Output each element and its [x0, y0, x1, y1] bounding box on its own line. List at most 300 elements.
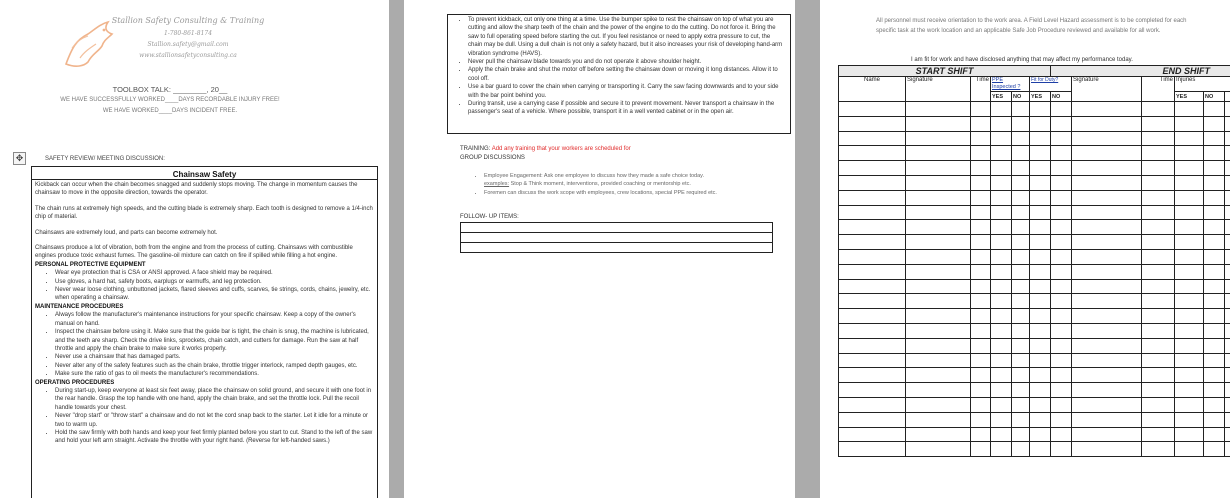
sheet-cell[interactable] [1072, 279, 1142, 294]
sheet-cell[interactable] [1072, 309, 1142, 324]
sheet-cell[interactable] [1051, 427, 1072, 442]
sheet-cell[interactable] [971, 249, 991, 264]
sheet-cell[interactable] [1225, 102, 1230, 117]
sheet-cell[interactable] [1072, 427, 1142, 442]
sheet-cell[interactable] [991, 323, 1012, 338]
sheet-cell[interactable] [1204, 146, 1225, 161]
sheet-cell[interactable] [906, 353, 971, 368]
sheet-cell[interactable] [906, 146, 971, 161]
sheet-cell[interactable] [1142, 338, 1175, 353]
sheet-cell[interactable] [991, 309, 1012, 324]
sheet-cell[interactable] [1175, 338, 1204, 353]
sheet-cell[interactable] [1175, 279, 1204, 294]
sheet-cell[interactable] [1051, 412, 1072, 427]
sheet-cell[interactable] [1012, 383, 1030, 398]
sheet-cell[interactable] [971, 309, 991, 324]
sheet-cell[interactable] [1012, 175, 1030, 190]
sheet-cell[interactable] [1051, 249, 1072, 264]
sheet-cell[interactable] [1204, 383, 1225, 398]
sheet-cell[interactable] [839, 264, 906, 279]
sheet-cell[interactable] [1072, 235, 1142, 250]
sheet-cell[interactable] [1175, 102, 1204, 117]
sheet-cell[interactable] [1225, 338, 1230, 353]
sheet-cell[interactable] [1012, 220, 1030, 235]
sheet-cell[interactable] [1030, 161, 1051, 176]
sheet-cell[interactable] [1051, 279, 1072, 294]
sheet-cell[interactable] [1072, 102, 1142, 117]
sheet-cell[interactable] [1204, 102, 1225, 117]
sheet-cell[interactable] [839, 397, 906, 412]
sheet-cell[interactable] [1030, 353, 1051, 368]
sheet-cell[interactable] [1012, 309, 1030, 324]
sheet-cell[interactable] [839, 131, 906, 146]
sheet-cell[interactable] [1072, 116, 1142, 131]
sheet-cell[interactable] [991, 442, 1012, 457]
sheet-cell[interactable] [1204, 397, 1225, 412]
sheet-cell[interactable] [839, 338, 906, 353]
sheet-cell[interactable] [1175, 353, 1204, 368]
sheet-cell[interactable] [1175, 397, 1204, 412]
sheet-cell[interactable] [971, 264, 991, 279]
sheet-cell[interactable] [971, 294, 991, 309]
sheet-cell[interactable] [991, 235, 1012, 250]
sheet-cell[interactable] [1030, 383, 1051, 398]
chainsaw-safety-box [31, 166, 378, 498]
sheet-cell[interactable] [1225, 235, 1230, 250]
sheet-cell[interactable] [1204, 131, 1225, 146]
sheet-cell[interactable] [1204, 249, 1225, 264]
sheet-cell[interactable] [1030, 102, 1051, 117]
sheet-cell[interactable] [906, 427, 971, 442]
sheet-cell[interactable] [906, 397, 971, 412]
sheet-cell[interactable] [1204, 161, 1225, 176]
sheet-cell[interactable] [1142, 190, 1175, 205]
sheet-cell[interactable] [1175, 412, 1204, 427]
sheet-cell[interactable] [1030, 220, 1051, 235]
sheet-cell[interactable] [1225, 190, 1230, 205]
followup-cell[interactable] [461, 233, 773, 243]
sheet-cell[interactable] [1204, 220, 1225, 235]
sheet-cell[interactable] [1030, 412, 1051, 427]
sheet-cell[interactable] [1051, 264, 1072, 279]
sheet-cell[interactable] [991, 249, 1012, 264]
sheet-cell[interactable] [1142, 235, 1175, 250]
sheet-cell[interactable] [1225, 294, 1230, 309]
sheet-cell[interactable] [839, 294, 906, 309]
sheet-cell[interactable] [839, 116, 906, 131]
sheet-cell[interactable] [906, 116, 971, 131]
sheet-cell[interactable] [1030, 205, 1051, 220]
sheet-cell[interactable] [991, 397, 1012, 412]
sheet-cell[interactable] [1175, 146, 1204, 161]
sheet-cell[interactable] [1012, 146, 1030, 161]
followup-cell[interactable] [461, 243, 773, 253]
sheet-cell[interactable] [971, 220, 991, 235]
sheet-cell[interactable] [971, 397, 991, 412]
sheet-cell[interactable] [1204, 175, 1225, 190]
sheet-cell[interactable] [1072, 412, 1142, 427]
sheet-cell[interactable] [1012, 131, 1030, 146]
sheet-cell[interactable] [906, 294, 971, 309]
sheet-cell[interactable] [971, 412, 991, 427]
sheet-cell[interactable] [1030, 442, 1051, 457]
sheet-cell[interactable] [839, 190, 906, 205]
sheet-cell[interactable] [1142, 353, 1175, 368]
sheet-cell[interactable] [991, 116, 1012, 131]
sheet-cell[interactable] [1204, 309, 1225, 324]
sheet-cell[interactable] [1175, 161, 1204, 176]
sheet-cell[interactable] [1051, 116, 1072, 131]
sheet-cell[interactable] [839, 161, 906, 176]
sheet-cell[interactable] [1204, 442, 1225, 457]
sheet-cell[interactable] [1204, 368, 1225, 383]
sheet-cell[interactable] [839, 412, 906, 427]
sheet-cell[interactable] [839, 102, 906, 117]
sheet-cell[interactable] [991, 146, 1012, 161]
sheet-cell[interactable] [1051, 190, 1072, 205]
sheet-cell[interactable] [1030, 294, 1051, 309]
sheet-cell[interactable] [1030, 249, 1051, 264]
sheet-cell[interactable] [1204, 427, 1225, 442]
sheet-cell[interactable] [1051, 131, 1072, 146]
sheet-cell[interactable] [1012, 279, 1030, 294]
sheet-cell[interactable] [991, 353, 1012, 368]
sheet-cell[interactable] [1142, 294, 1175, 309]
sheet-cell[interactable] [1142, 323, 1175, 338]
sheet-cell[interactable] [906, 279, 971, 294]
sheet-cell[interactable] [1012, 412, 1030, 427]
sheet-cell[interactable] [1030, 116, 1051, 131]
sheet-cell[interactable] [906, 442, 971, 457]
sheet-cell[interactable] [1225, 161, 1230, 176]
sheet-cell[interactable] [991, 294, 1012, 309]
sheet-cell[interactable] [1225, 427, 1230, 442]
sheet-cell[interactable] [906, 220, 971, 235]
sheet-cell[interactable] [906, 249, 971, 264]
sheet-cell[interactable] [839, 427, 906, 442]
sheet-cell[interactable] [1175, 175, 1204, 190]
sheet-cell[interactable] [1175, 249, 1204, 264]
sheet-cell[interactable] [906, 383, 971, 398]
sheet-cell[interactable] [1225, 442, 1230, 457]
sheet-cell[interactable] [1012, 353, 1030, 368]
sheet-cell[interactable] [1142, 161, 1175, 176]
sheet-cell[interactable] [1030, 338, 1051, 353]
sheet-cell[interactable] [839, 323, 906, 338]
fit-for-duty-label: Fit for Duty? [1031, 77, 1059, 83]
sheet-cell[interactable] [991, 175, 1012, 190]
sheet-cell[interactable] [1051, 309, 1072, 324]
sheet-cell[interactable] [1012, 249, 1030, 264]
sheet-cell[interactable] [906, 264, 971, 279]
sheet-cell[interactable] [1204, 412, 1225, 427]
sheet-cell[interactable] [1051, 323, 1072, 338]
sheet-cell[interactable] [906, 368, 971, 383]
sheet-cell[interactable] [1142, 442, 1175, 457]
sheet-cell[interactable] [971, 205, 991, 220]
sheet-cell[interactable] [1142, 131, 1175, 146]
sheet-cell[interactable] [971, 190, 991, 205]
sheet-cell[interactable] [1204, 294, 1225, 309]
sheet-cell[interactable] [991, 131, 1012, 146]
sheet-cell[interactable] [1225, 412, 1230, 427]
sheet-cell[interactable] [1175, 235, 1204, 250]
sheet-cell[interactable] [971, 235, 991, 250]
sheet-cell[interactable] [991, 205, 1012, 220]
sheet-cell[interactable] [906, 323, 971, 338]
sheet-cell[interactable] [1051, 175, 1072, 190]
days-recordable-line: WE HAVE SUCCESSFULLY WORKED____DAYS RECORDABLE INJURY FREE! [60, 97, 280, 103]
sheet-cell[interactable] [906, 412, 971, 427]
followup-cell[interactable] [461, 223, 773, 233]
sheet-cell[interactable] [1225, 397, 1230, 412]
sheet-cell[interactable] [1012, 235, 1030, 250]
sheet-cell[interactable] [1142, 102, 1175, 117]
sheet-cell[interactable] [971, 427, 991, 442]
sheet-cell[interactable] [839, 353, 906, 368]
sheet-cell[interactable] [1072, 442, 1142, 457]
sheet-cell[interactable] [1204, 323, 1225, 338]
sheet-cell[interactable] [1030, 323, 1051, 338]
sheet-cell[interactable] [1072, 249, 1142, 264]
sheet-cell[interactable] [1142, 383, 1175, 398]
sheet-cell[interactable] [1072, 175, 1142, 190]
sheet-cell[interactable] [1072, 368, 1142, 383]
sheet-cell[interactable] [1175, 116, 1204, 131]
sheet-cell[interactable] [1225, 264, 1230, 279]
sheet-cell[interactable] [1142, 205, 1175, 220]
sheet-cell[interactable] [1030, 427, 1051, 442]
sheet-cell[interactable] [1012, 323, 1030, 338]
sheet-cell[interactable] [991, 338, 1012, 353]
sheet-cell[interactable] [991, 368, 1012, 383]
sheet-cell[interactable] [1142, 279, 1175, 294]
sheet-cell[interactable] [1175, 294, 1204, 309]
sheet-cell[interactable] [991, 412, 1012, 427]
sheet-cell[interactable] [1204, 264, 1225, 279]
sheet-cell[interactable] [1142, 264, 1175, 279]
sheet-cell[interactable] [971, 146, 991, 161]
sheet-cell[interactable] [1012, 397, 1030, 412]
sheet-cell[interactable] [1051, 368, 1072, 383]
sheet-cell[interactable] [1072, 146, 1142, 161]
sheet-cell[interactable] [906, 235, 971, 250]
sheet-cell[interactable] [1012, 442, 1030, 457]
sheet-cell[interactable] [1225, 116, 1230, 131]
sheet-cell[interactable] [1072, 264, 1142, 279]
sheet-cell[interactable] [971, 353, 991, 368]
sheet-cell[interactable] [1051, 220, 1072, 235]
table-move-handle-icon[interactable]: ✥ [13, 152, 26, 165]
sheet-cell[interactable] [839, 235, 906, 250]
sheet-cell[interactable] [1225, 323, 1230, 338]
sheet-cell[interactable] [1012, 161, 1030, 176]
sheet-cell[interactable] [1225, 368, 1230, 383]
sheet-cell[interactable] [1072, 383, 1142, 398]
sheet-cell[interactable] [839, 368, 906, 383]
sheet-cell[interactable] [991, 190, 1012, 205]
followup-label: FOLLOW- UP ITEMS: [460, 214, 519, 220]
sheet-cell[interactable] [1225, 249, 1230, 264]
sheet-cell[interactable] [991, 427, 1012, 442]
sheet-cell[interactable] [1142, 116, 1175, 131]
sheet-cell[interactable] [991, 279, 1012, 294]
sheet-cell[interactable] [971, 175, 991, 190]
sheet-cell[interactable] [971, 338, 991, 353]
sheet-cell[interactable] [971, 279, 991, 294]
sheet-cell[interactable] [1225, 146, 1230, 161]
sheet-cell[interactable] [839, 309, 906, 324]
sheet-cell[interactable] [1204, 235, 1225, 250]
sheet-cell[interactable] [1051, 235, 1072, 250]
sheet-cell[interactable] [1204, 338, 1225, 353]
sheet-cell[interactable] [991, 220, 1012, 235]
sheet-cell[interactable] [1225, 279, 1230, 294]
sheet-cell[interactable] [906, 161, 971, 176]
sheet-cell[interactable] [839, 220, 906, 235]
sheet-cell[interactable] [971, 116, 991, 131]
sheet-cell[interactable] [971, 383, 991, 398]
sheet-cell[interactable] [1030, 264, 1051, 279]
sheet-cell[interactable] [1175, 323, 1204, 338]
sheet-cell[interactable] [1030, 131, 1051, 146]
sheet-cell[interactable] [906, 175, 971, 190]
sheet-cell[interactable] [1012, 190, 1030, 205]
sheet-cell[interactable] [1051, 294, 1072, 309]
sheet-cell[interactable] [971, 102, 991, 117]
sheet-cell[interactable] [1012, 264, 1030, 279]
sheet-cell[interactable] [1051, 353, 1072, 368]
sheet-cell[interactable] [991, 102, 1012, 117]
sheet-cell[interactable] [1072, 294, 1142, 309]
sheet-cell[interactable] [1030, 279, 1051, 294]
sheet-cell[interactable] [1142, 220, 1175, 235]
sheet-cell[interactable] [1030, 175, 1051, 190]
sheet-cell[interactable] [1204, 205, 1225, 220]
sheet-cell[interactable] [971, 131, 991, 146]
sheet-cell[interactable] [1072, 353, 1142, 368]
sheet-cell[interactable] [1175, 442, 1204, 457]
sheet-cell[interactable] [1030, 309, 1051, 324]
sheet-cell[interactable] [839, 249, 906, 264]
sheet-cell[interactable] [1225, 309, 1230, 324]
sheet-cell[interactable] [1051, 397, 1072, 412]
sheet-cell[interactable] [1072, 131, 1142, 146]
sheet-cell[interactable] [1142, 412, 1175, 427]
sheet-cell[interactable] [1142, 397, 1175, 412]
sheet-cell[interactable] [1175, 383, 1204, 398]
sheet-cell[interactable] [1204, 116, 1225, 131]
sheet-cell[interactable] [906, 102, 971, 117]
sheet-cell[interactable] [1225, 175, 1230, 190]
sheet-cell[interactable] [971, 161, 991, 176]
sheet-cell[interactable] [1072, 397, 1142, 412]
sheet-cell[interactable] [1072, 190, 1142, 205]
sheet-cell[interactable] [1030, 146, 1051, 161]
sheet-cell[interactable] [839, 146, 906, 161]
sheet-cell[interactable] [991, 161, 1012, 176]
sheet-cell[interactable] [1030, 397, 1051, 412]
sheet-cell[interactable] [906, 205, 971, 220]
sheet-cell[interactable] [1225, 131, 1230, 146]
sheet-cell[interactable] [1072, 205, 1142, 220]
sheet-cell[interactable] [906, 309, 971, 324]
sheet-cell[interactable] [1051, 205, 1072, 220]
examples-label: examples: [484, 181, 510, 188]
sheet-cell[interactable] [1012, 116, 1030, 131]
topic-title: Chainsaw Safety [172, 170, 237, 179]
sheet-cell[interactable] [1204, 353, 1225, 368]
sheet-cell[interactable] [1051, 161, 1072, 176]
sheet-cell[interactable] [1072, 338, 1142, 353]
sheet-cell[interactable] [1051, 102, 1072, 117]
sheet-cell[interactable] [1051, 146, 1072, 161]
sheet-cell[interactable] [1175, 309, 1204, 324]
sheet-cell[interactable] [1142, 175, 1175, 190]
sheet-cell[interactable] [839, 205, 906, 220]
sheet-cell[interactable] [1012, 368, 1030, 383]
sheet-cell[interactable] [1030, 368, 1051, 383]
sheet-cell[interactable] [1030, 235, 1051, 250]
sheet-cell[interactable] [1142, 146, 1175, 161]
sheet-cell[interactable] [1204, 190, 1225, 205]
sheet-cell[interactable] [971, 368, 991, 383]
sheet-cell[interactable] [971, 442, 991, 457]
sheet-cell[interactable] [1175, 131, 1204, 146]
sheet-cell[interactable] [1051, 442, 1072, 457]
sheet-cell[interactable] [1225, 205, 1230, 220]
sheet-cell[interactable] [1012, 205, 1030, 220]
sheet-cell[interactable] [906, 190, 971, 205]
table-row [839, 190, 1230, 205]
sheet-cell[interactable] [1142, 309, 1175, 324]
sheet-cell[interactable] [839, 442, 906, 457]
sheet-cell[interactable] [1225, 383, 1230, 398]
sheet-cell[interactable] [839, 279, 906, 294]
sheet-cell[interactable] [991, 383, 1012, 398]
sheet-cell[interactable] [906, 338, 971, 353]
sheet-cell[interactable] [1175, 368, 1204, 383]
sheet-cell[interactable] [1142, 427, 1175, 442]
list-item: • Never "drop start" or "throw start" a chainsaw and do not let the cord snap back to the starter. Let it idle for a minute or two to warm up. [55, 412, 373, 429]
sheet-cell[interactable] [1175, 220, 1204, 235]
sheet-cell[interactable] [1142, 249, 1175, 264]
sheet-cell[interactable] [1225, 220, 1230, 235]
sheet-cell[interactable] [1012, 338, 1030, 353]
sheet-cell[interactable] [1175, 427, 1204, 442]
sheet-cell[interactable] [839, 383, 906, 398]
sheet-cell[interactable] [1175, 205, 1204, 220]
sheet-cell[interactable] [1175, 190, 1204, 205]
sheet-cell[interactable] [1175, 264, 1204, 279]
sheet-cell[interactable] [971, 323, 991, 338]
sheet-cell[interactable] [906, 131, 971, 146]
sheet-cell[interactable] [1051, 338, 1072, 353]
sheet-cell[interactable] [991, 264, 1012, 279]
sheet-cell[interactable] [1051, 383, 1072, 398]
sheet-cell[interactable] [1072, 220, 1142, 235]
sheet-cell[interactable] [1072, 323, 1142, 338]
sheet-cell[interactable] [1225, 353, 1230, 368]
sheet-cell[interactable] [839, 175, 906, 190]
sheet-cell[interactable] [1030, 190, 1051, 205]
sheet-cell[interactable] [1072, 161, 1142, 176]
sheet-cell[interactable] [1012, 294, 1030, 309]
sheet-cell[interactable] [1012, 427, 1030, 442]
sheet-cell[interactable] [1142, 368, 1175, 383]
sheet-cell[interactable] [1012, 102, 1030, 117]
sheet-cell[interactable] [1204, 279, 1225, 294]
